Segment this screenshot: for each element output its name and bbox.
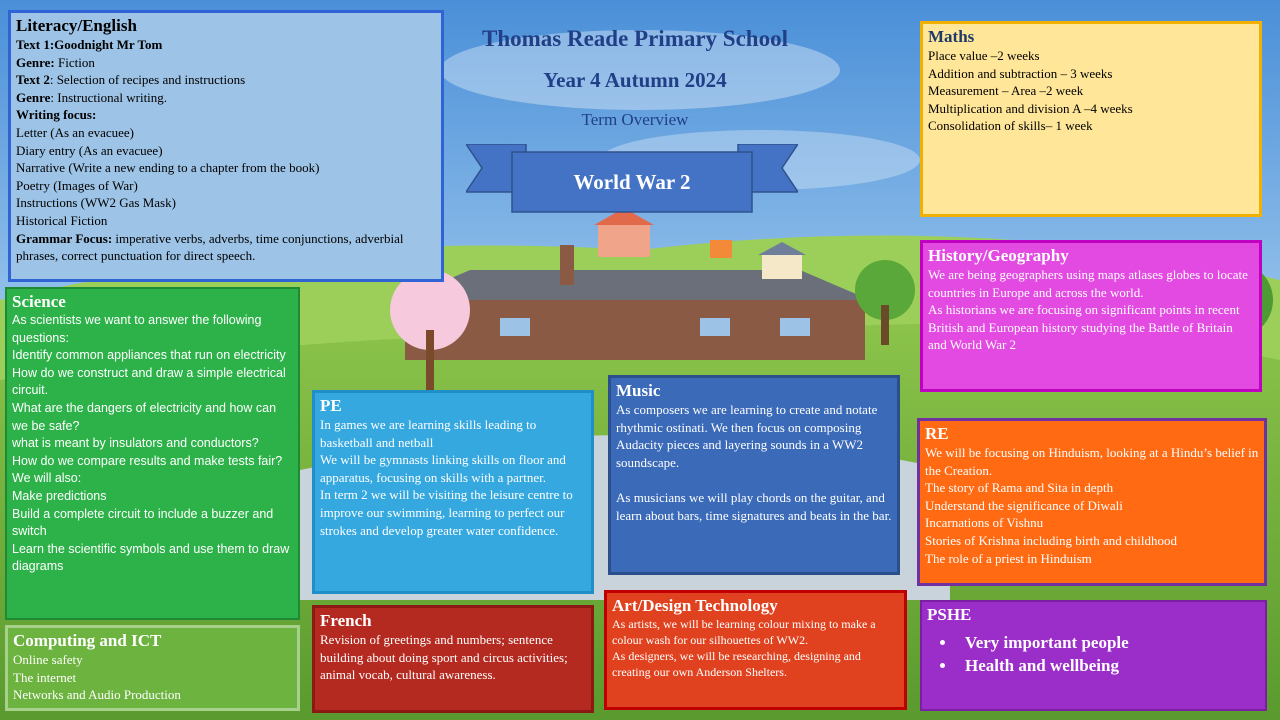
science-line: Build a complete circuit to include a buzzer and switch <box>12 506 274 539</box>
re-line: Stories of Krishna including birth and childhood <box>925 532 1178 548</box>
text1-label: Text 1: <box>16 37 55 52</box>
science-line: How do we compare results and make tests fair? <box>12 453 283 468</box>
computing-title: Computing and ICT <box>13 631 162 650</box>
literacy-panel <box>8 10 444 282</box>
text2-label: Text 2 <box>16 72 50 88</box>
art-title: Art/Design Technology <box>612 596 778 615</box>
pe-title: PE <box>320 396 342 415</box>
text2-value: : Selection of recipes and instructions <box>49 72 246 88</box>
re-line: We will be focusing on Hinduism, looking at a Hindu’s belief in the Creation. <box>925 445 1259 478</box>
maths-line: Multiplication and division A –4 weeks <box>928 100 1133 116</box>
music-para: As composers we are learning to create and notate rhythmic ostinati. We then focus on composing Audacity pieces and layering sounds in a WW2 soundscape. <box>616 402 878 470</box>
history-title: History/Geography <box>928 246 1069 265</box>
literacy-title: Literacy/English <box>16 16 137 35</box>
music-panel <box>608 375 900 575</box>
genre1-line <box>16 54 436 72</box>
french-text: Revision of greetings and numbers; sentence building about doing sport and circus activities; animal vocab, cultural awareness. <box>320 632 568 683</box>
science-title: Science <box>12 292 66 311</box>
pshe-item: • Health and wellbeing <box>957 654 1260 677</box>
writing-focus-text: Writing focus: <box>16 107 97 123</box>
art-para: As artists, we will be learning colour mixing to make a colour wash for our silhouettes of WW2. <box>612 617 876 647</box>
french-panel <box>312 605 594 713</box>
music-spacer <box>616 471 892 489</box>
computing-panel <box>5 625 300 711</box>
music-para: As musicians we will play chords on the guitar, and learn about bars, time signatures and beats in the bar. <box>616 489 892 523</box>
pshe-item: • Very important people <box>957 631 1260 654</box>
art-para: As designers, we will be researching, designing and creating our own Anderson Shelters. <box>612 649 861 679</box>
maths-panel <box>920 21 1262 217</box>
science-line: what is meant by insulators and conductors? <box>12 436 259 451</box>
genre2-line <box>16 89 436 107</box>
genre1-value: Fiction <box>54 54 95 70</box>
writing-item: Poetry (Images of War) <box>16 177 138 193</box>
pe-line: In term 2 we will be visiting the leisure centre to improve our swimming, learning to perfect our strokes and develop greater water confidence. <box>320 487 573 538</box>
year-term: Year 4 Autumn 2024 <box>543 68 727 92</box>
science-line: Make predictions <box>12 488 107 503</box>
text2-line <box>16 71 436 89</box>
pshe-panel <box>920 600 1267 711</box>
re-panel <box>917 418 1267 586</box>
science-panel <box>5 287 300 620</box>
text1-line <box>16 36 436 54</box>
computing-line: Online safety <box>13 652 83 667</box>
writing-focus-label <box>16 106 436 124</box>
writing-item: Historical Fiction <box>16 212 108 228</box>
re-line: The story of Rama and Sita in depth <box>925 480 1114 496</box>
school-name: Thomas Reade Primary School <box>481 26 788 51</box>
science-line: How do we construct and draw a simple electrical circuit. <box>12 365 286 398</box>
maths-line: Consolidation of skills– 1 week <box>928 118 1093 134</box>
re-title: RE <box>925 424 949 443</box>
term-overview-subtitle: Term Overview <box>581 110 689 129</box>
computing-line: Networks and Audio Production <box>13 687 181 703</box>
writing-item: Instructions (WW2 Gas Mask) <box>16 195 176 211</box>
grammar-line <box>16 230 436 265</box>
science-line: Learn the scientific symbols and use them to draw diagrams <box>12 541 290 574</box>
re-line: Incarnations of Vishnu <box>925 515 1044 531</box>
re-line: The role of a priest in Hinduism <box>925 550 1092 566</box>
history-geography-panel <box>920 240 1262 392</box>
maths-line: Place value –2 weeks <box>928 48 1040 63</box>
genre1-label: Genre: <box>16 54 55 70</box>
pshe-title: PSHE <box>927 605 972 624</box>
re-line: Understand the significance of Diwali <box>925 497 1123 513</box>
genre2-label: Genre <box>16 89 51 105</box>
science-line: What are the dangers of electricity and how can we be safe? <box>12 400 277 433</box>
history-para: We are being geographers using maps atlases globes to locate countries in Europe and across the world. <box>928 267 1248 300</box>
maths-line: Addition and subtraction – 3 weeks <box>928 65 1113 81</box>
history-para: As historians we are focusing on significant points in recent British and European history studying the Battle of Britain and World War 2 <box>928 302 1240 353</box>
art-panel <box>604 590 907 710</box>
maths-line: Measurement – Area –2 week <box>928 83 1084 99</box>
computing-line: The internet <box>13 669 77 685</box>
pe-panel <box>312 390 594 594</box>
pshe-list <box>927 631 1260 677</box>
grammar-label: Grammar Focus: <box>16 230 113 246</box>
writing-item: Diary entry (As an evacuee) <box>16 142 163 158</box>
pe-line: We will be gymnasts linking skills on floor and apparatus, focusing on skills with a partner. <box>320 452 566 485</box>
pe-line: In games we are learning skills leading to basketball and netball <box>320 417 537 450</box>
french-title: French <box>320 611 372 630</box>
science-line: We will also: <box>12 471 82 486</box>
writing-item: Narrative (Write a new ending to a chapter from the book) <box>16 160 320 176</box>
science-line: Identify common appliances that run on electricity <box>12 348 286 363</box>
grammar-value: imperative verbs, adverbs, time conjunctions, adverbial phrases, correct punctuation for direct speech. <box>16 230 404 264</box>
writing-item: Letter (As an evacuee) <box>16 124 135 140</box>
text1-value: Goodnight Mr Tom <box>54 37 163 52</box>
music-title: Music <box>616 381 661 400</box>
topic-title: World War 2 <box>573 170 691 194</box>
science-line: As scientists we want to answer the following questions: <box>12 313 262 345</box>
genre2-value: : Instructional writing. <box>50 89 168 105</box>
maths-title: Maths <box>928 27 975 46</box>
